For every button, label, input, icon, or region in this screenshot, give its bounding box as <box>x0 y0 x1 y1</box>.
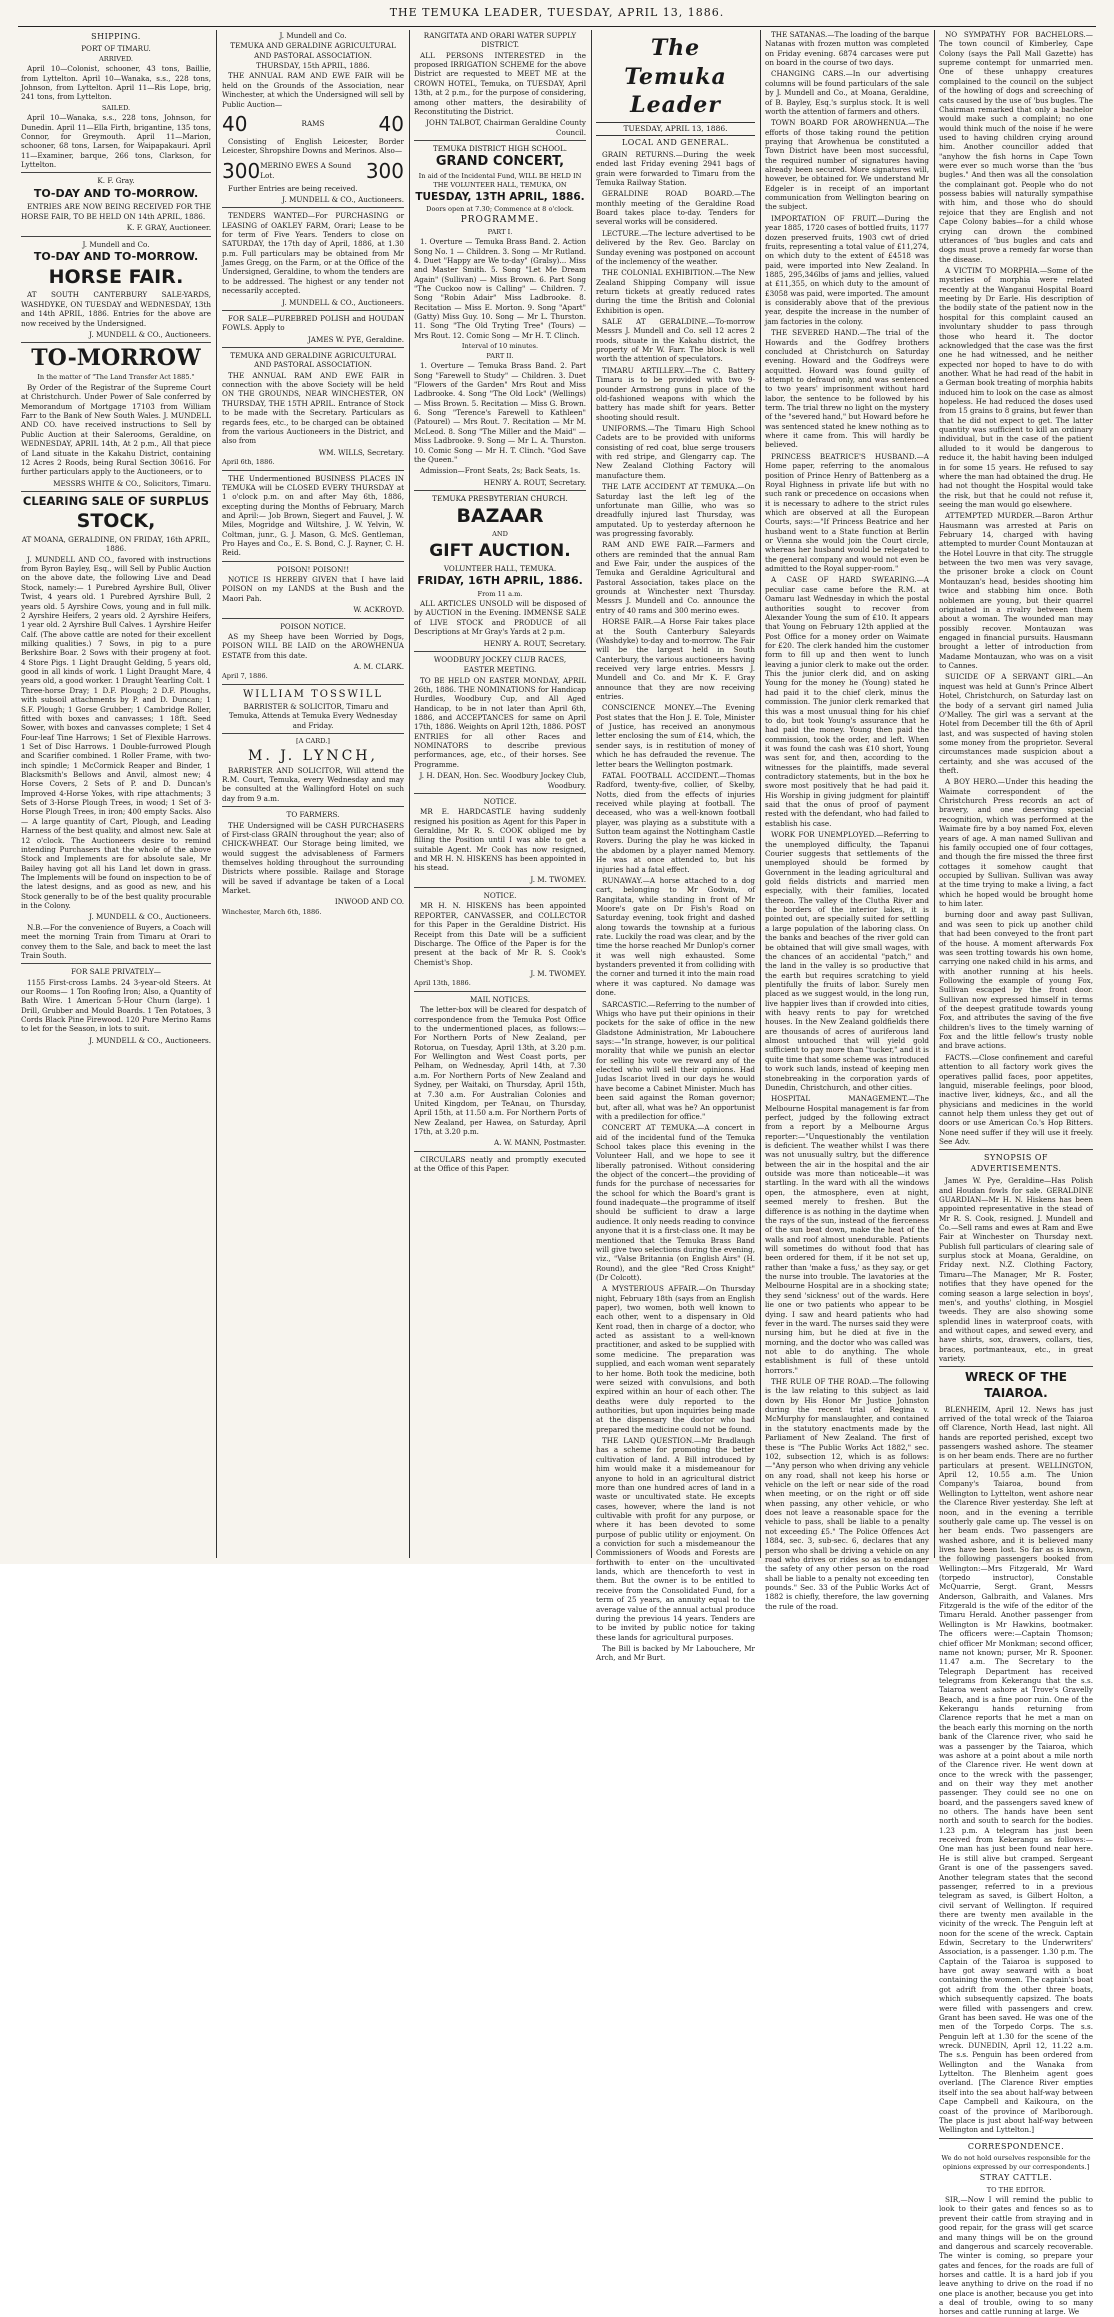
ad-subheading: In the matter of "The Land Transfer Act 1885." <box>37 373 195 382</box>
ad-body: ALL PERSONS INTERESTED in the proposed IRRIGATION SCHEME for the above District are requested to MEET ME at the CROWN HOTEL, Temuka, on TUESDAY, April 13th, at 2 p.m., for the purpose of considering, among other matters, the desirability of Reconstituting the District. <box>414 50 586 116</box>
news-paragraph: burning door and away past Sullivan, and was seen to pick up another child that had been conveyed to the front part of the house. A moment afterwards Fox was seen trotting towards his own home, carrying one naked child in his arms, and with another running at his heels. Following the example of young Fox, Sullivan escaped by the front door. Sullivan now expressed himself in terms of the deepest gratitude towards young Fox, and attributes the saving of the five children's lives to the timely warning of Fox and the little fellow's trusty noble and brave actions. <box>939 910 1093 1051</box>
lot-ewes <box>222 158 404 184</box>
news-paragraph: ATTEMPTED MURDER.—Baron Arthur Hausmann was arrested at Paris on February 14, charged with having attempted to murder Count Montauzan at the Hotel Louvre in that city. The struggle between the two men was very savage, the prisoner broke a clock on Count Montauzan's head, besides shooting him twice and stabbing him once. Both noblemen are young, but their quarrel originated in a rivalry between them about a woman. The wounded man may possibly recover. Montauzan was engaged in financial pursuits. Hausmann brought a letter of introduction from Madame Montauzan, who was on a visit to Cannes. <box>939 511 1093 671</box>
section-heading: LOCAL AND GENERAL. <box>621 137 730 147</box>
ad-body: BARRISTER AND SOLICITOR, Will attend the R.M. Court, Temuka, every Wednesday and may be consulted at the Wallingford Hotel on such day from 9 a.m. <box>222 765 404 803</box>
ad-headline: TEMUKA AND GERALDINE AGRICULTURAL AND PASTORAL ASSOCIATION. <box>230 41 396 60</box>
ad-body: CIRCULARS neatly and promptly executed at the Office of this Paper. <box>414 1154 586 1174</box>
ad-date: TUESDAY, 13TH APRIL, 1886. <box>415 191 585 204</box>
arrivals-text: April 10—Colonist, schooner, 43 tons, Baillie, from Lyttelton. April 10—Wanaka, s.s., 228 tons, Johnson, from Lyttelton. April 11—Ris Lope, brig, 241 tons, from Lyttelton. <box>21 64 211 102</box>
ad-body: By Order of the Registrar of the Supreme Court at Christchurch. Under Power of Sale conferred by Memorandum of Mortgage 17103 from William Farr to the Bank of New South Wales. J. MUNDELL AND CO. have received instructions to Sell by Public Auction at their Salerooms, Geraldine, on WEDNESDAY, APRIL 14th, At 2 p.m., All that piece of Land situate in the Kakahu District, containing 12 Acres 2 Roods, being Rural Section 30616. For further particulars apply to the Auctioneers, or to <box>21 382 211 477</box>
programme-items: 1. Overture — Temuka Brass Band. 2. Action Song No. 1 — Children. 3. Song — Mr Rutland. 4. Duet "Happy are We to-day" (Gralsy)... Miss and Master Smith. 5. Song "Let Me Dream Again" (Sullivan) — Miss Brown. 6. Part Song "The Cuckoo now is Calling" — Children. 7. Song "Robin Adair" Miss Ladbrooke. 8. Recitation — Miss E. Morton. 9. Song "Apart" (Gatty) Miss Guy. 10. Song — Mr L. Thurston. 11. Song "The Old Tryting Tree" (Tours) — Mrs Rout. 12. Comic Song — Mr H. T. Clinch. <box>414 237 586 340</box>
ad-signature: J. MUNDELL & CO., Auctioneers. <box>89 329 211 339</box>
section-heading: SYNOPSIS OF ADVERTISEMENTS. <box>970 1153 1062 1173</box>
news-paragraph: PRINCESS BEATRICE'S HUSBAND.—A Home paper, referring to the anomalous position of Prince Henry of Battenberg as a Royal Highness in private life but with no such rank or precedence on occasions when it is necessary to adhere to the strict rules which are observed at all the European Courts, says:—"If Princess Beatrice and her husband went to a State function at Berlin or Vienna she would join the Court circle, whereas her husband would be relegated to the general company and would not even be admitted to the Royal supper-room." <box>765 451 929 574</box>
column-4 <box>593 30 758 1663</box>
news-paragraph: RAM AND EWE FAIR.—Farmers and others are reminded that the annual Ram and Ewe Fair, under the auspices of the Temuka and Geraldine Agricultural and Pastoral Association, takes place on the grounds at Winchester next Thursday. Messrs J. Mundell and Co. announce the entry of 40 rams and 300 merino ewes. <box>596 540 755 615</box>
ad-headline: GIFT AUCTION. <box>429 540 571 561</box>
news-paragraph: GRAIN RETURNS.—During the week ended last Friday evening 2941 bags of grain were forwarded to Timaru from the Temuka Railway Station. <box>596 149 755 187</box>
ad-headline: TEMUKA PRESBYTERIAN CHURCH. <box>432 494 568 503</box>
letter-addressee: TO THE EDITOR. <box>986 2185 1046 2194</box>
article-headline: WRECK OF THE TAIAROA. <box>965 1370 1067 1400</box>
lot-label: RAMS <box>301 119 325 129</box>
ad-body: THE Undermentioned BUSINESS PLACES IN TEMUKA will be CLOSED EVERY THURSDAY at 1 o'clock p.m. on and after May 6th, 1886, excepting during the Months of February, March and April:— Job Brown, Siegert and Fauvel, J. W. Miles, Mogridge and Wiltshire, J. W. Yelvin, W. Coltman, junr., G. J. Mason, G. McS. Gentleman, Pro Hayes and Co., E. S. Bond, C. J. Rayner, C. H. Reid. <box>222 473 404 558</box>
ad-signature: INWOOD AND CO. <box>334 897 404 907</box>
ad-body: MR H. N. HISKENS has been appointed REPORTER, CANVASSER, and COLLECTOR for this Paper in the Geraldine District. His Receipt from this Date will be a sufficient Discharge. The Office of the Paper is for the present at the back of Mr R. S. Cook's Chemist's Shop. <box>414 901 586 967</box>
ad-body: J. MUNDELL AND CO., favored with instructions from Byron Bayley, Esq., will Sell by Public Auction on the above date, the following Live and Dead Stock, namely:— 1 Purebred Ayrshire Bull, Oliver Twist, 4 years old. 1 Purebred Ayrshire Bull, 2 years old. 5 Ayrshire Cows, young and in full milk. 2 Ayrshire Heifers, 2 years old. 2 Ayrshire Heifers, 1 year old. 2 Ayrshire Bull Calves. 1 Ayrshire Heifer Calf. (The above cattle are noted for their excellent milking qualities.) 7 Sows, in pig to a pure Berkshire Boar. 2 Sows with their progeny at foot. 4 Store Pigs. 1 Light Draught Gelding, 5 years old, good in all kinds of work. 1 Light Draught Mare, 4 years old, a good worker. 1 Draught Yearling Colt. 1 Three-horse Dray; 1 D.F. Plough; 2 D.F. Ploughs, with subsoil attachments by P. and D. Duncan; 1 S.F. Plough; 1 Gorse Grubber; 1 Cambridge Roller, fitted with boxes and canvasses; 1 18ft. Seed Sower, with boxes and canvasses complete; 1 Set 4 Four-leaf Tine Harrows; 1 Set of Flexible Harrows. 1 Set of Disc Harrows. 1 Double-furrowed Plough and Scarifier combined. 1 Roller Frame, with two-inch spindle; 1 McCormick Reaper and Binder, 1 Blacksmith's Bellows and Anvil, almost new; 4 Horse Covers, 2 Sets of P. and D. Duncan's Improved 4-Horse Yokes, with ripe attachments; 3 Sets of 3-Horse Plough Trees, in wood; 1 Set of 3-Horse Plough Trees, in iron; 400 empty Sacks. Also— A large quantity of Cart, Plough, and Leading Harness of the best quality, and almost new. Sale at 12 o'clock. The Auctioneers desire to remind intending Purchasers that the whole of the above Stock and Implements are for absolute sale, Mr Bailey having got all his Land let down in grass. The Implements will be found on inspection to be of the latest designs, and as good as new, and his Stock generally to be of the best quality procurable in the Colony. <box>21 554 211 911</box>
ad-signature: K. F. GRAY, Auctioneer. <box>126 223 211 233</box>
ad-headline: RANGITATA AND ORARI WATER SUPPLY DISTRICT. <box>423 31 577 50</box>
port-heading: PORT OF TIMARU. <box>81 44 151 54</box>
ad-subheading: In aid of the Incidental Fund, WILL BE HELD IN THE VOLUNTEER HALL, TEMUKA, ON <box>418 172 582 189</box>
programme-interval: Interval of 10 minutes. <box>461 342 539 351</box>
programme-part: PART II. <box>486 351 514 360</box>
ad-headline: STOCK, <box>76 510 156 533</box>
ad-signature: J. MUNDELL & CO., Auctioneers. <box>89 912 211 922</box>
ad-date: FRIDAY, 16TH APRIL, 1886. <box>417 573 583 587</box>
advertiser-name: K. F. Gray. <box>97 176 135 186</box>
arrived-heading: ARRIVED. <box>98 54 134 63</box>
ad-body: THE ANNUAL RAM AND EWE FAIR will be held on the Grounds of the Association, near Winchester, at which the Undersigned will sell by Public Auction— <box>222 71 404 109</box>
ad-body: THE ANNUAL RAM AND EWE FAIR in connection with the above Society will be held ON THE GROUNDS, NEAR WINCHESTER, ON THURSDAY, THE 15TH APRIL. Entrance of Stock to be made with the Secretary. Particulars as regards fees, etc., to be charged can be obtained from the various Auctioneers in the District, and also from <box>222 370 404 446</box>
news-paragraph: THE SEVERED HAND.—The trial of the Howards and the Godfrey brothers concluded at Christchurch on Saturday evening. Howard and the Godfreys were acquitted. Howard was found guilty of attempt to defraud only, and was sentenced to two years' imprisonment without hard labor, the sentence to be followed by his term. The trial threw no light on the mystery of the "severed hand," but Howard before he was sentenced stated he knew nothing as to where it came from. This will hardly be believed. <box>765 328 929 450</box>
column-2 <box>219 30 407 1558</box>
ad-signature: W. ACKROYD. <box>353 605 404 615</box>
header-title: THE TEMUKA LEADER, TUESDAY, APRIL 13, 1886. <box>389 6 725 19</box>
ad-body: THE Undersigned will be CASH PURCHASERS of First-class GRAIN throughout the year; also of CHICK-WHEAT. Our Storage being limited, we would suggest the advisableness of Farmers themselves holding throughout the surrounding Districts where possible. Railage and Storage will be saved if advantage be taken of a Local Market. <box>222 820 404 896</box>
column-5 <box>762 30 932 1611</box>
column-rule <box>760 30 761 1558</box>
ad-body: TENDERS WANTED—For PURCHASING or LEASING of OAKLEY FARM, Orari; Lease to be for term of Five Years. Tenders to close on SATURDAY, the 17th day of April, 1886, at 1.30 p.m. Full particulars may be obtained from Mr James Gregg, on the Farm, or at the Office of the Undersigned, Geraldine, to whom the tenders are to be addressed. The highest or any tender not necessarily accepted. <box>222 211 404 296</box>
column-1 <box>18 30 214 1558</box>
issue-date: TUESDAY, APRIL 13, 1886. <box>596 122 755 136</box>
ad-headline: TO FARMERS. <box>286 810 340 820</box>
sailings-text: April 10—Wanaka, s.s., 228 tons, Johnson, for Dunedin. April 11—Ella Firth, brigantine, 135 tons, Connor, for Greymouth. April 11—Marion, schooner, 68 tons, Larsen, for Waipapakauri. April 11—Examiner, barque, 266 tons, Clarkson, for Lyttelton. <box>21 113 211 170</box>
ad-signature: A. W. MANN, Postmaster. <box>493 1138 586 1148</box>
news-paragraphs <box>765 30 929 1611</box>
ad-signature: J. M. TWOMEY. <box>530 969 586 978</box>
ad-signature: HENRY A. ROUT, Secretary. <box>483 477 586 487</box>
news-paragraph: TIMARU ARTILLERY.—The C. Battery Timaru is to be provided with two 9-pounder Armstrong guns in place of the old-fashioned weapons with which the battery has made shift for years. Better shooting should result. <box>596 365 755 422</box>
lot-count: 300 <box>365 158 404 183</box>
news-paragraph: FATAL FOOTBALL ACCIDENT.—Thomas Radford, twenty-five, collier, of Skelby, Notts, died from the effects of injuries received while playing at football. The deceased, who was a well-known football player, was playing as a substitute with a Sutton team against the Nottingham Castle Rovers. During the play he was kicked in the abdomen by a player named Memory. He was at once attended to, but his injuries had a fatal effect. <box>596 770 755 874</box>
ad-headline: TO-MORROW <box>31 345 201 372</box>
ad-date: Winchester, March 6th, 1886. <box>222 907 322 916</box>
advertiser-name: J. Mundell and Co. <box>82 239 150 249</box>
ad-headline: NOTICE. <box>483 796 517 806</box>
section-heading: SHIPPING. <box>91 32 141 41</box>
lot-count: 300 <box>222 158 261 183</box>
ad-body: AS my Sheep have been Worried by Dogs, POISON WILL BE LAID on the AROWHENUA ESTATE from this date. <box>222 631 404 660</box>
ad-date: April 13th, 1886. <box>414 979 471 988</box>
news-paragraph: CHANGING CARS.—In our advertising columns will be found particulars of the sale by J. Mundell and Co., at Moana, Geraldine, of B. Bayley, Esq.'s surplus stock. It is well worth the attention of farmers and others. <box>765 69 929 116</box>
news-paragraph: THE SATANAS.—The loading of the barque Natanas with frozen mutton was completed on Friday evening. 6874 carcases were put on board in the course of two days. <box>765 30 929 68</box>
news-paragraph: A MYSTERIOUS AFFAIR.—On Thursday night, February 18th (says from an English paper), two women, both well known to each other, went to a dispensary in Old Kent road, then in charge of a doctor, who acted as assistant to a well-known practitioner, and asked to be supplied with some medicine. The preparation was supplied, and each woman went separately to her home. Both took the medicine, both were seized with convulsions, and both expired within an hour of each other. The deaths were duly reported to the authorities, but upon inquiries being made at the dispensary the doctor who had prepared the medicine could not be found. <box>596 1284 755 1434</box>
ad-subheading: AND <box>492 530 508 539</box>
programme-heading: PROGRAMME. <box>460 215 540 225</box>
sailed-heading: SAILED. <box>101 103 131 112</box>
ad-headline: WOODBURY JOCKEY CLUB RACES, <box>433 654 567 664</box>
news-paragraph: THE LATE ACCIDENT AT TEMUKA.—On Saturday last the left leg of the unfortunate man Gillie, who was so dreadfully injured last Thursday, was amputated. Up to yesterday afternoon he was progressing favorably. <box>596 482 755 538</box>
ad-headline: M. J. LYNCH, <box>248 747 378 764</box>
news-paragraph: THE COLONIAL EXHIBITION.—The New Zealand Shipping Company will issue return tickets at greatly reduced rates during the time the British and Colonial Exhibition is open. <box>596 268 755 315</box>
ad-headline: MAIL NOTICES. <box>470 994 530 1004</box>
masthead: The Temuka Leader <box>624 35 727 119</box>
ad-signature: JOHN TALBOT, Chairman Geraldine County Council. <box>426 118 586 137</box>
news-paragraph: THE LAND QUESTION.—Mr Bradlaugh has a scheme for promoting the better cultivation of land. A Bill introduced by him would make it a misdemeanour for anyone to hold in an agricultural district more than one hundred acres of land in a waste or uncultivated state. He excepts cases, however, where the land is not cultivable with profit for any purpose, or where it has been devoted to some purpose of public utility or enjoyment. On a conviction for such a misdemeanour the Commissioners of Woods and Forests are forthwith to enter on the uncultivated lands, which are thenceforth to vest in them. But the owner is to be entitled to receive from the Consolidated Fund, for a term of 25 years, an annuity equal to the average value of the annual actual produce during the previous 14 years. Tenders are to be invited by public notice for taking these lands for agricultural purposes. <box>596 1436 755 1642</box>
news-paragraph: SUICIDE OF A SERVANT GIRL.—An inquest was held at Gunn's Prince Albert Hotel, Christchurch, on Saturday last on the body of a servant girl named Julia O'Malley. The girl was a servant at the Hotel from December till the 6th of April last, and was suspected of having stolen some money from the proprietor. Several circumstances made suspicion about a certainty, and she was accused of the theft. <box>939 672 1093 776</box>
ad-signature: HENRY A. ROUT, Secretary. <box>483 638 586 648</box>
section-heading: CORRESPONDENCE. <box>967 2141 1065 2151</box>
news-paragraph: CONSCIENCE MONEY.—The Evening Post states that the Hon J. E. Tole, Minister of Justice, has received an anonymous letter enclosing the sum of £14, which, the sender says, is in restitution of money of which he has defrauded the revenue. The letter bears the Wellington postmark. <box>596 703 755 769</box>
ad-headline: POISON NOTICE. <box>280 621 346 631</box>
news-paragraph: IMPORTATION OF FRUIT.—During the year 1885, 1720 cases of bottled fruits, 1177 dozen preserved fruits, 1903 cwt of dried fruits, representing a total value of £11,274, on which duty to the extent of £4518 was paid, were imported into New Zealand. In 1885, 295,346lbs of jams and jellies, valued at £11,355, on which duty to the amount of £3058 was paid, were imported. The amount is considerably above that of the previous year, despite the increase in the number of jam factories in the colony. <box>765 213 929 326</box>
running-header <box>18 6 1096 24</box>
news-paragraph: A BOY HERO.—Under this heading the Waimate correspondent of the Christchurch Press records an act of bravery, and one deserving special recognition, which was performed at the Waimate fire by a boy named Fox, eleven years of age. A man named Sullivan and his family occupied one of four cottages, and though the fire missed the three first cottages it somehow caught that occupied by Sullivan. Sullivan was away at the time trying to make a living, a fact which he hoped would be brought home to him later. <box>939 777 1093 909</box>
news-paragraph: A VICTIM TO MORPHIA.—Some of the mysteries of morphia were related recently at the Wanganui Hospital Board meeting by Dr Earle. His description of the bodily state of the patient now in the hospital for this complaint caused an involuntary shudder to pass through those who heard it. The doctor acknowledged that the case was the first one he had witnessed, and he neither expected nor hoped to have to do with another. What he had read of the habit in a German book treating of morphia habits induced him to look on the case as almost hopeless. He had reduced the doses used from 15 grains to 8 grains, but fewer than that he did not expect to get. The latter quantity was sufficient to kill an ordinary individual, but in the case of the patient alluded to it would be dangerous to reduce it, the habit having been indulged in for some 15 years. He refused to say where the man had obtained the drug. He had not thought the Hospital would take the risk, but that he could not refuse it, seeing the man would go elsewhere. <box>939 265 1093 509</box>
letter-body: SIR,—Now I will remind the public to look to their gates and fences so as to prevent their cattle from straying and in good repair, for the grass will get scarce and many things will be on the ground and dangerous and scarcely recoverable. The winter is coming, so prepare your gates and fences, for the roads are full of horses and cattle. It is a hard job if you leave anything to drive on the road if no one place is another, because you get into a deal of trouble, owing to so many horses and cattle running at large. We <box>939 2195 1093 2317</box>
ad-body: Doors open at 7.30; Commence at 8 o'clock. <box>426 205 574 214</box>
ad-headline: HORSE FAIR. <box>48 265 184 288</box>
ad-date: April 6th, 1886. <box>222 457 275 466</box>
ad-headline: GRAND CONCERT, <box>435 154 565 170</box>
news-paragraph: James W. Pye, Geraldine—Has Polish and Houdan fowls for sale. GERALDINE GUARDIAN—Mr H. N. Hiskens has been appointed representative in the stead of Mr R. S. Cook, resigned. J. Mundell and Co.—Sell rams and ewes at Ram and Ewe Fair at Winchester on Thursday next. Publish full particulars of clearing sale of surplus stock at Moana, Geraldine, on Friday next. N.Z. Clothing Factory, Timaru—The Manager, Mr R. Foster, notifies that they have opened for the coming season a large selection in boys', men's, and youths' clothing, in Mosgiel tweeds. They are also showing some splendid lines in waterproof coats, with and without capes, and sewed every, and have shirts, sox, drawers, collars, ties, braces, portmanteaux, etc., in great variety. <box>939 1176 1093 1364</box>
news-paragraph: WORK FOR UNEMPLOYED.—Referring to the unemployed difficulty, the Tapanui Courier suggests that settlements of the unemployed should be formed by Government in the leading agricultural and gold fields districts and married men especially, with their families, located thereon. The valley of the Clutha River and the borders of the interior lakes, it is pointed out, are specially suited for settling a large population of the laboring class. On the banks and beaches of the river gold can be obtained that will give small wages, with the chances of an accidental "patch," and the land in the valley is so productive that the earth but requires scratching to yield plentifully the fruits of labor. Surely men placed as we suggest would, in the long run, live happier lives than if crowded into cities, with heavy rents to pay for wretched houses. In the New Zealand goldfields there are thousands of acres of auriferous land almost untouched that will yield gold sufficient to pay more than "tucker," and it is quite time that some scheme was introduced to work such lands, instead of keeping men stonebreaking in the corporation yards of Dunedin, Christchurch, and other cities. <box>765 830 929 1092</box>
news-paragraph: TOWN BOARD FOR AROWHENUA.—The efforts of those taking round the petition praying that Arowhenua be constituted a Town District have been most successful, the required number of signatures having already been secured. More signatures will, however, be obtained for. We understand Mr Edgeler is in receipt of an important communication from Wellington bearing on the subject. <box>765 118 929 212</box>
disclaimer: We do not hold ourselves responsible for the opinions expressed by our correspondents.] <box>941 2153 1091 2171</box>
news-paragraph: NO SYMPATHY FOR BACHELORS.—The town council of Kimberley, Cape Colony (says the Pall Mall Gazette) has supreme contempt for unmarried men. One of these unhappy creatures complained to the council on the subject of the howling of dogs and screeching of cats caused by the use of 'bus bugles. The Chairman remarked that only a bachelor would make such a complaint; no one would think much of the noise if he were used to having children crying around him. Another councillor added that "anyhow the fish horns in Cape Town were ever so much worse than the 'bus bugles." And then was all the consolation the complainant got. People who do not possess babies will naturally sympathise with him, and those who do should rejoice that they are English and not Cape Colony babies—for a child whose crying can drown the combined utterances of 'bus bugles and cats and dogs must prove a remedy far worse than the disease. <box>939 30 1093 264</box>
ad-signature: JAMES W. PYE, Geraldine. <box>307 334 404 344</box>
ad-time: From 11 a.m. <box>477 589 523 598</box>
ad-signature: WM. WILLS, Secretary. <box>318 447 404 457</box>
ad-body: ALL ARTICLES UNSOLD will be disposed of by AUCTION in the Evening. IMMENSE SALE of LIVE STOCK and PRODUCE of all Descriptions at Mr Gray's Yards at 2 p.m. <box>414 599 586 637</box>
programme-part: PART I. <box>487 227 513 236</box>
news-paragraph: A CASE OF HARD SWEARING.—A peculiar case came before the R.M. at Oamaru last Wednesday in which the postal authorities sought to recover from Alexander Young the sum of £10. It appears that Young on February 12th applied at the Post Office for a money order on Waimate for £20. The clerk handed him the customer form to fill up and then went to lunch leaving a junior clerk to make out the order. This the junior clerk did, and on asking Young for the money he (Young) stated he had paid it to the chief clerk, minus the commission. The junior clerk remarked that this was a most unusual thing for his chief to do, but took Young's assurance that he had paid the money. Young then paid the commission, took the order, and left. When it was found the cash was £10 short, Young was sent for, and then, according to the witnesses for the plaintiffs, made several contradictory statements, but in the box he swore most positively that he had paid it. His Worship in giving judgment for plaintiff said that the onus of proof of payment rested with the defendant, who had failed to establish his case. <box>765 575 929 828</box>
ad-headline: TEMUKA DISTRICT HIGH SCHOOL. <box>432 143 568 153</box>
column-6 <box>936 30 1096 2317</box>
ad-headline: CLEARING SALE OF SURPLUS <box>22 493 210 508</box>
ad-note: N.B.—For the convenience of Buyers, a Coach will meet the morning Train from Timaru at Orari to convey them to the Sale, and back to meet the last Train South. <box>21 922 211 960</box>
ad-body: Further Entries are being received. <box>228 183 358 193</box>
ad-signature: MESSRS WHITE & CO., Solicitors, Timaru. <box>53 478 211 488</box>
ad-subheading: AT MOANA, GERALDINE, ON FRIDAY, 16th APRIL, 1886. <box>21 535 211 554</box>
ad-signature: J. MUNDELL & CO., Auctioneers. <box>282 297 404 307</box>
news-paragraph: UNIFORMS.—The Timaru High School Cadets are to be provided with uniforms consisting of red coat, blue serge trousers with red stripe, and Glengarry cap. The New Zealand Clothing Factory will manufacture them. <box>596 423 755 480</box>
ad-signature: J. M. TWOMEY. <box>530 874 586 884</box>
ad-headline: TEMUKA AND GERALDINE AGRICULTURAL AND PASTORAL ASSOCIATION. <box>230 350 396 370</box>
column-3 <box>411 30 589 1558</box>
ad-body: TO BE HELD ON EASTER MONDAY, APRIL 26th, 1886. THE NOMINATIONS for Handicap Hurdles, Woodbury Cup, and All Aged Handicap, to be in not later than April 6th, 1886, and ACCEPTANCES for same on April 17th, 1886. Weights on April 12th, 1886. POST ENTRIES for all other Races and NOMINATORS to describe previous performances, age, etc., of their horses. See Programme. <box>414 675 586 769</box>
column-rule <box>934 30 935 1558</box>
news-paragraph: LECTURE.—The lecture advertised to be delivered by the Rev. Geo. Barclay on Sunday evening was postponed on account of the inclemency of the weather. <box>596 228 755 266</box>
ad-body: MR E. HARDCASTLE having suddenly resigned his position as Agent for this Paper in Geraldine, Mr R. S. COOK obliged me by filling the Position until I was able to get a suitable Agent. Mr Cook has now resigned, and MR H. N. HISKENS has been appointed in his stead. <box>414 807 586 873</box>
ad-body: ENTRIES ARE NOW BEING RECEIVED FOR THE HORSE FAIR, TO BE HELD ON 14th APRIL, 1886. <box>21 202 211 221</box>
ad-signature: J. MUNDELL & CO., Auctioneers. <box>282 194 404 204</box>
ad-subheading: EASTER MEETING. <box>463 665 537 675</box>
ad-body: 1155 First-cross Lambs. 24 3-year-old Steers. At our Rooms— 1 Ton Roofing Iron; Also, a Quantity of Bath Wire. 1 American 5-Hour Churn (large). 1 Drill, Grubber and Mould Boards. 1 Ten Potatoes, 3 Cords Black Pine Firewood. 120 Pure Merino Rams to let for the Season, in lots to suit. <box>21 977 211 1034</box>
ad-headline: NOTICE. <box>483 891 517 901</box>
news-paragraph: RUNAWAY.—A horse attached to a dog cart, belonging to Mr Godwin, of Rangitata, while standing in front of Mr Moore's gate on Dr Fish's Road on Saturday evening, took fright and dashed along towards the township at a furious rate. Luckily the road was clear, and by the time the horse reached Mr Dunlop's corner it was well nigh exhausted. Some bystanders prevented it from colliding with the corner and turned it into the main road where it was captured. No damage was done. <box>596 875 755 998</box>
ad-body: NOTICE IS HEREBY GIVEN that I have laid POISON on my LANDS at the Bush and the Maori Pah. <box>222 575 404 603</box>
ad-headline: POISON! POISON!! <box>276 564 350 574</box>
ad-signature: J. H. DEAN, Hon. Sec. Woodbury Jockey Club, Woodbury. <box>419 771 586 790</box>
ad-body: FOR SALE—PUREBRED POLISH and HOUDAN FOWLS. Apply to <box>222 313 404 333</box>
news-paragraph: THE RULE OF THE ROAD.—The following is the law relating to this subject as laid down by His Honor Mr Justice Johnston during the recent trial of Regina v. McMurphy for manslaughter, and contained in the statutory enactments made by the Parliament of New Zealand. The first of these is "The Public Works Act 1882," sec. 102, subsection 12, which is as follows:—"Any person who when driving any vehicle on any road, shall not keep his horse or vehicle on the left or near side of the road when meeting, or on the right or off side when passing, any other vehicle, or who does not leave a reasonable space for the vehicle to pass, shall be liable to a penalty not exceeding £5." The Police Offences Act 1884, sec. 3, sub-sec. 6, declares that any person who shall be driving a vehicle on any road who drives or rides so as to endanger the safety of any other person on the road shall be liable to a penalty not exceeding ten pounds." Sec. 33 of the Public Works Act of 1882 is chiefly, therefore, the law governing the rule of the road. <box>765 1377 929 1611</box>
ad-body: AT SOUTH CANTERBURY SALE-YARDS, WASHDYKE, ON TUESDAY and WEDNESDAY, 13th and 14th APRIL, 1886. Entries for the above are now received by the Undersigned. <box>21 290 211 328</box>
ad-label: [A CARD.] <box>296 736 330 745</box>
ad-body: Admission—Front Seats, 2s; Back Seats, 1s. <box>420 466 581 476</box>
column-rule <box>591 30 592 1558</box>
news-paragraph: The Bill is backed by Mr Labouchere, Mr Arch, and Mr Burt. <box>596 1643 755 1663</box>
ad-headline: FOR SALE PRIVATELY— <box>71 967 161 977</box>
header-rule <box>18 26 1096 27</box>
lot-count: 40 <box>222 111 248 136</box>
ad-body: Consisting of English Leicester, Border Leicester, Shropshire Downs and Merinos. Also— <box>222 136 404 156</box>
ad-body: The letter-box will be cleared for despatch of correspondence from the Temuka Post Office to the undermentioned places, as follows:— For Northern Ports of New Zealand, per Rotorua, on Tuesday, April 13th, at 3.20 p.m. For Wellington and West Coast ports, per Pelham, on Wednesday, April 14th, at 7.30 a.m. For Northern Ports of New Zealand and Sydney, per Waitaki, on Thursday, April 15th, at 7.30 a.m. For Australian Colonies and United Kingdom, per TeAnau, on Thursday, April 15th, at 11.50 a.m. For Northern Ports of New Zealand, per Hawea, on Saturday, April 17th, at 3.20 p.m. <box>414 1005 586 1136</box>
news-paragraph: FACTS.—Close confinement and careful attention to all factory work gives the operatives pallid faces, poor appetites, languid, miserable feelings, poor blood, inactive liver, kidneys, &c., and all the physicians and medicines in the world cannot help them unless they get out of doors or use American Co.'s Hop Bitters. None need suffer if they will use it freely. See Adv. <box>939 1052 1093 1147</box>
news-paragraphs <box>596 150 755 1663</box>
column-rule <box>409 30 410 1558</box>
news-paragraph: HORSE FAIR.—A Horse Fair takes place at the South Canterbury Saleyards (Washdyke) to-day and to-morrow. The Fair will be the largest held in South Canterbury, the various auctioneers having received very large entries. Messrs J. Mundell and Co. and Mr K. F. Gray announce that they are now receiving entries. <box>596 617 755 702</box>
ad-headline: WILLIAM TOSSWILL <box>242 688 383 700</box>
ad-headline: TO-DAY AND TO-MORROW. <box>33 249 199 263</box>
news-paragraph: GERALDINE ROAD BOARD.—The monthly meeting of the Geraldine Road Board takes place to-day. Tenders for several works will be considered. <box>596 189 755 227</box>
ad-body: BARRISTER & SOLICITOR, Timaru and Temuka, Attends at Temuka Every Wednesday and Friday. <box>228 701 398 730</box>
programme-items: 1. Overture — Temuka Brass Band. 2. Part Song "Farewell to Study" — Children. 3. Duet "Flowers of the Garden" Mrs Rout and Miss Ladbrooke. 4. Song "The Old Lock" (Wellings) — Miss Brown. 5. Recitation — Miss G. Brown. 6. Song "Terence's Farewell to Kathleen" (Patourel) — Mrs Rout. 7. Recitation — Mr M. McLeod. 8. Song "The Miller and the Maid" — Miss Ladbrooke. 9. Song — Mr L. A. Thurston. 10. Comic Song — Mr H. T. Clinch. "God Save the Queen." <box>414 361 586 464</box>
ad-date: THURSDAY, 15th APRIL, 1886. <box>256 61 370 71</box>
ad-subheading: VOLUNTEER HALL, TEMUKA. <box>443 563 557 573</box>
ad-headline: BAZAAR <box>456 505 544 528</box>
news-paragraph: SALE AT GERALDINE.—To-morrow Messrs J. Mundell and Co. sell 12 acres 2 roods, situate in the Kakahu district, the property of Mr W. Farr. The block is well worth the attention of speculators. <box>596 317 755 364</box>
news-paragraph: SARCASTIC.—Referring to the number of Whigs who have put their opinions in their pockets for the sake of office in the new Gladstone Administration, Mr Labouchere says:—"In strange, however, is our political morality that while we punish an elector for selling his vote we reward any of the elected who will sell their opinions. Had Judas Iscariot lived in our days he would have become a Cabinet Minister. Much has been said against the Roman governor; but, after all, what was he? An opportunist with a predilection for office." <box>596 999 755 1121</box>
column-rule <box>216 30 217 1558</box>
lot-label: MERINO EWES A Sound Lot. <box>260 161 352 180</box>
letter-heading: STRAY CATTLE. <box>979 2173 1053 2183</box>
advertiser-name: J. Mundell and Co. <box>279 31 347 40</box>
news-paragraph: HOSPITAL MANAGEMENT.—The Melbourne Hospital management is far from perfect, judged by the following extract from a report by a Melbourne Argus reporter:—"Unquestionably the ventilation is deficient. The weather whilst I was there was not unusually sultry, but the difference between the air in the hospital and the air outside was more than noticeable—it was startling. In the ward with all the windows open, the atmosphere, even at night, seemed merely to freshen. But the difference is as nothing in the daytime when the rays of the sun, instead of the fierceness of the sun beat down, make the heat of the walls and roof almost unendurable. Patients will sometimes do without food that has been ordered for them, if it be not set up, rather than 'make a fuss,' as they say, or get the nurse into trouble. The lavatories at the Melbourne Hospital are in a shocking state; they send 'sickness' out of the wards. Here lie one or two patients who appear to be dying. I saw and heard patients who had fever in the ward. The nurses said they were nursing him, but he died at five in the morning, and the doctor who was called was not able to do anything. The whole establishment is full of these untold horrors." <box>765 1094 929 1375</box>
news-paragraph: CONCERT AT TEMUKA.—A concert in aid of the incidental fund of the Temuka School takes place this evening in the Volunteer Hall, and we hope to see it liberally patronised. Without considering the object of the concert—the providing of funds for the purchase of necessaries for the school for which the Board's grant is found inadequate—the programme of itself should be sufficient to draw a large audience. It only needs reading to convince anyone that it is a first-class one. It may be mentioned that the Temuka Brass Band will give two selections during the evening, viz., "Valse Britannia (on English Airs" (H. Round), and the glee "Red Cross Knight" (Dr Colcott). <box>596 1123 756 1282</box>
ad-date: April 7, 1886. <box>222 672 268 681</box>
ad-signature: A. M. CLARK. <box>353 661 404 671</box>
lot-rams <box>222 111 404 137</box>
ad-signature: J. MUNDELL & CO., Auctioneers. <box>89 1035 211 1045</box>
lot-count: 40 <box>378 111 404 136</box>
article-body: BLENHEIM, April 12. News has just arrived of the total wreck of the Taiaroa off Clarence, North Head, last night. All hands are reported perished, except two passengers washed ashore. The steamer is on her beam ends. There are no further particulars at present. WELLINGTON, April 12, 10.55 a.m. The Union Company's Taiaroa, bound from Wellington to Lyttelton, went ashore near the Clarence River yesterday. She left at noon, and in the evening a terrible southerly gale came up. The vessel is on her beam ends. Two passengers are washed ashore, and it is believed many lives have been lost. So far as is known, the following passengers booked from Wellington:—Mrs Fitzgerald, Mr Ward (torpedo instructor), Constable McQuarrie, Sergt. Grant, Messrs Anderson, Galbraith, and Valanes. Mrs Fitzgerald is the wife of the editor of the Timaru Herald. Another passenger from Wellington is Mr Hawkins, bootmaker. The officers were:—Captain Thomson; chief officer Mr Monkman; second officer, name not known; purser, Mr R. Spooner. 11.47 a.m. The Secretary to the Telegraph Department has received telegrams from Kekerangu that the s.s. Taiaroa went ashore at Trove's Gravelly Beach, and is a fine poor ruin. One of the Kekerangu hands returning from Clarence reports that he met a man on the beach early this morning on the north bank of the Clarence river, who said he was a passenger by the Taiaroa, which was ashore at a point about a mile north of the Clarence river. He went down at once to the wreck with the passenger, and on their way they met another passenger. They could see no one on board, and the passengers saved knew of no others. The hands have been sent north and south to search for the bodies. 1.23 p.m. A telegram has just been received from Kekerangu as follows:—One man has just been found near here. He is still alive but cramped. Sergeant Grant is one of the passengers saved. Another telegram states that the second passenger, referred to in a previous telegram as saved, is Gilbert Holton, a civil servant of Wellington. If required there are twenty men available in the vicinity of the wreck. The Penguin left at noon for the scene of the wreck. Captain Edwin, Secretary to the Underwriters' Association, is a passenger. 1.30 p.m. The Captain of the Taiaroa is supposed to have got away seaward with a boat containing the women. The captain's boat got adrift from the other three boats, which subsequently capsized. The boats were filled with passengers and crew. Grant has been saved. He was one of the men of the Torpedo Corps. The s.s. Penguin left at 1.30 for the scene of the wreck. DUNEDIN, April 12, 11.22 a.m. The s.s. Penguin has been ordered from Wellington and the Wanaka from Lyttelton. The Blenheim agent goes overland. [The Clarence River empties itself into the sea about half-way between Cape Campbell and Kaikoura, on the coast of the province of Marlborough. The place is just about half-way between Wellington and Lyttelton.] <box>939 1404 1093 2135</box>
ad-headline: TO-DAY AND TO-MORROW. <box>33 186 199 200</box>
